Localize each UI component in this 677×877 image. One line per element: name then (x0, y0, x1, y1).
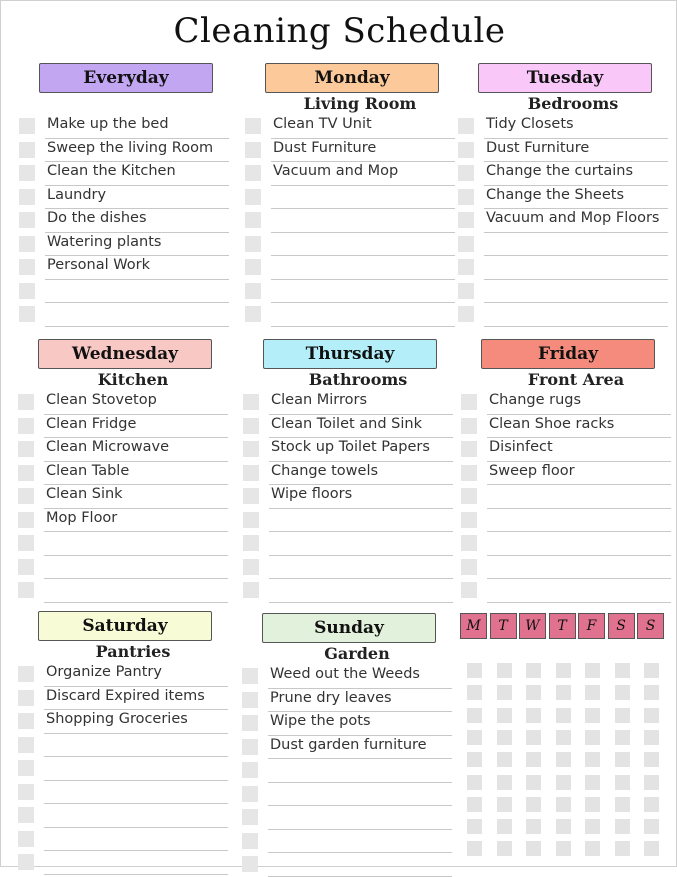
tracker-checkbox[interactable] (585, 730, 600, 745)
tracker-checkbox[interactable] (467, 663, 482, 678)
task-checkbox[interactable] (458, 118, 474, 134)
task-checkbox[interactable] (19, 165, 35, 181)
section-monday (245, 63, 455, 327)
task-row (44, 781, 228, 805)
task-row (271, 233, 455, 257)
tracker-checkbox[interactable] (526, 663, 541, 678)
section-friday (461, 339, 671, 603)
tracker-checkbox[interactable] (615, 663, 630, 678)
task-row (487, 438, 671, 462)
task-row (484, 115, 668, 139)
task-row (44, 556, 228, 580)
task-row (484, 256, 668, 280)
task-row (44, 804, 228, 828)
tracker-checkbox[interactable] (556, 685, 571, 700)
task-row (271, 186, 455, 210)
task-row (44, 579, 228, 603)
tracker-checkbox[interactable] (615, 775, 630, 790)
task-checkbox[interactable] (18, 535, 34, 551)
task-row (271, 280, 455, 304)
tracker-checkbox[interactable] (497, 730, 512, 745)
task-row (487, 579, 671, 603)
task-row (269, 462, 453, 486)
tracker-checkbox[interactable] (497, 685, 512, 700)
task-checkbox[interactable] (18, 441, 34, 457)
task-checkbox[interactable] (461, 512, 477, 528)
tracker-checkbox[interactable] (497, 752, 512, 767)
task-label: Clean Sink (46, 486, 123, 502)
task-label: Mop Floor (46, 509, 118, 526)
week-letter-box: S (637, 613, 664, 639)
task-row (269, 415, 453, 439)
task-checkbox[interactable] (243, 559, 259, 575)
task-checkbox[interactable] (18, 713, 34, 729)
task-row (268, 853, 452, 877)
tracker-checkbox[interactable] (615, 708, 630, 723)
task-row (45, 256, 229, 280)
day-header-tuesday: Tuesday (478, 63, 652, 93)
task-row (484, 280, 668, 304)
tracker-checkbox[interactable] (615, 730, 630, 745)
task-label: Make up the bed (47, 116, 169, 132)
tracker-checkbox[interactable] (526, 685, 541, 700)
task-list-friday (461, 391, 671, 603)
task-checkbox[interactable] (19, 142, 35, 158)
tracker-checkbox[interactable] (585, 685, 600, 700)
task-list-sunday (242, 665, 452, 877)
task-checkbox[interactable] (243, 465, 259, 481)
task-checkbox[interactable] (18, 784, 34, 800)
task-row (44, 485, 228, 509)
task-checkbox[interactable] (245, 142, 261, 158)
tracker-checkbox[interactable] (556, 708, 571, 723)
task-checkbox[interactable] (243, 394, 259, 410)
task-label: Tidy Closets (486, 116, 574, 132)
task-checkbox[interactable] (245, 118, 261, 134)
task-checkbox[interactable] (245, 165, 261, 181)
task-checkbox[interactable] (245, 306, 261, 322)
task-checkbox[interactable] (243, 488, 259, 504)
tracker-checkbox[interactable] (526, 797, 541, 812)
tracker-checkbox[interactable] (644, 685, 659, 700)
tracker-checkbox[interactable] (644, 752, 659, 767)
tracker-checkbox[interactable] (556, 797, 571, 812)
task-checkbox[interactable] (18, 760, 34, 776)
task-row (268, 665, 452, 689)
task-label: Weed out the Weeds (270, 666, 420, 682)
task-row (44, 391, 228, 415)
task-checkbox[interactable] (19, 236, 35, 252)
task-label: Sweep the living Room (47, 139, 214, 156)
tracker-checkbox[interactable] (556, 775, 571, 790)
task-row (268, 712, 452, 736)
tracker-checkbox[interactable] (467, 819, 482, 834)
task-row (45, 115, 229, 139)
week-letter-box: T (549, 613, 576, 639)
task-row (487, 509, 671, 533)
task-row (487, 462, 671, 486)
task-label: Clean Table (46, 462, 130, 479)
task-row (269, 509, 453, 533)
task-label: Clean Shoe racks (489, 415, 615, 432)
tracker-checkbox[interactable] (585, 819, 600, 834)
task-row (271, 303, 455, 327)
task-checkbox[interactable] (461, 559, 477, 575)
tracker-checkbox[interactable] (526, 819, 541, 834)
tracker-checkbox[interactable] (644, 730, 659, 745)
tracker-checkbox[interactable] (585, 797, 600, 812)
week-letter-box: M (460, 613, 487, 639)
task-checkbox[interactable] (19, 118, 35, 134)
task-checkbox[interactable] (458, 236, 474, 252)
task-checkbox[interactable] (245, 283, 261, 299)
task-label: Clean TV Unit (273, 116, 372, 132)
task-checkbox[interactable] (461, 418, 477, 434)
task-row (44, 415, 228, 439)
task-row (271, 209, 455, 233)
task-checkbox[interactable] (458, 189, 474, 205)
task-checkbox[interactable] (245, 236, 261, 252)
task-row (45, 303, 229, 327)
task-row (268, 806, 452, 830)
tracker-checkbox[interactable] (526, 708, 541, 723)
tracker-checkbox[interactable] (585, 775, 600, 790)
task-checkbox[interactable] (18, 582, 34, 598)
area-title-sunday: Garden (324, 644, 390, 663)
task-checkbox[interactable] (458, 212, 474, 228)
task-checkbox[interactable] (18, 559, 34, 575)
task-checkbox[interactable] (19, 212, 35, 228)
task-list-saturday (18, 663, 228, 875)
task-row (45, 162, 229, 186)
task-row (484, 209, 668, 233)
tracker-checkbox[interactable] (615, 685, 630, 700)
task-row (44, 734, 228, 758)
day-header-everyday: Everyday (39, 63, 213, 93)
section-saturday (18, 611, 228, 875)
tracker-checkbox[interactable] (644, 797, 659, 812)
section-wednesday (18, 339, 228, 603)
task-checkbox[interactable] (18, 394, 34, 410)
task-checkbox[interactable] (242, 739, 258, 755)
task-label: Clean Stovetop (46, 392, 157, 408)
day-header-thursday: Thursday (263, 339, 437, 369)
task-row (268, 759, 452, 783)
task-row (44, 438, 228, 462)
task-checkbox[interactable] (18, 666, 34, 682)
task-row (487, 532, 671, 556)
task-row (484, 303, 668, 327)
task-checkbox[interactable] (243, 441, 259, 457)
tracker-checkbox[interactable] (467, 685, 482, 700)
area-title-everyday (39, 93, 229, 115)
task-label: Stock up Toilet Papers (271, 439, 430, 455)
tracker-checkbox[interactable] (497, 841, 512, 856)
tracker-checkbox[interactable] (615, 797, 630, 812)
task-label: Change the curtains (486, 163, 633, 179)
task-row (271, 139, 455, 163)
task-label: Discard Expired items (46, 687, 205, 704)
tracker-checkbox[interactable] (467, 775, 482, 790)
task-row (269, 485, 453, 509)
task-checkbox[interactable] (242, 833, 258, 849)
tracker-checkbox[interactable] (526, 752, 541, 767)
task-label: Shopping Groceries (46, 711, 188, 727)
tracker-checkbox[interactable] (467, 708, 482, 723)
task-row (484, 139, 668, 163)
task-checkbox[interactable] (245, 259, 261, 275)
task-row (487, 391, 671, 415)
task-label: Prune dry leaves (270, 689, 392, 706)
tracker-checkbox[interactable] (644, 663, 659, 678)
task-checkbox[interactable] (461, 441, 477, 457)
task-label: Dust Furniture (486, 139, 590, 156)
task-label: Change the Sheets (486, 186, 625, 203)
task-label: Wipe floors (271, 486, 353, 502)
task-label: Watering plants (47, 233, 162, 250)
task-label: Organize Pantry (46, 664, 162, 680)
task-row (44, 509, 228, 533)
tracker-checkbox[interactable] (497, 819, 512, 834)
tracker-checkbox[interactable] (644, 819, 659, 834)
tracker-checkbox[interactable] (615, 841, 630, 856)
task-checkbox[interactable] (245, 189, 261, 205)
task-label: Do the dishes (47, 210, 147, 226)
tracker-checkbox[interactable] (556, 841, 571, 856)
task-list-monday (245, 115, 455, 327)
task-label: Disinfect (489, 439, 553, 455)
tracker-checkbox[interactable] (467, 797, 482, 812)
task-row (271, 162, 455, 186)
task-checkbox[interactable] (19, 189, 35, 205)
tracker-checkbox[interactable] (497, 663, 512, 678)
section-tuesday (458, 63, 668, 327)
task-row (269, 579, 453, 603)
week-letter-box: T (490, 613, 517, 639)
task-row (484, 162, 668, 186)
task-checkbox[interactable] (243, 535, 259, 551)
section-thursday (243, 339, 453, 603)
task-checkbox[interactable] (461, 535, 477, 551)
tracker-checkbox[interactable] (526, 841, 541, 856)
task-label: Personal Work (47, 257, 150, 273)
tracker-checkbox[interactable] (556, 730, 571, 745)
task-row (45, 186, 229, 210)
task-row (484, 186, 668, 210)
task-checkbox[interactable] (461, 465, 477, 481)
task-label: Vacuum and Mop Floors (486, 210, 660, 226)
week-letter-box: F (578, 613, 605, 639)
page-title: Cleaning Schedule (173, 11, 506, 51)
task-label: Clean Toilet and Sink (271, 415, 423, 432)
task-label: Clean the Kitchen (47, 163, 176, 179)
task-checkbox[interactable] (18, 737, 34, 753)
task-checkbox[interactable] (18, 418, 34, 434)
tracker-checkbox[interactable] (644, 841, 659, 856)
task-label: Dust Furniture (273, 139, 377, 156)
tracker-checkbox[interactable] (615, 819, 630, 834)
task-row (44, 828, 228, 852)
tracker-checkbox[interactable] (556, 663, 571, 678)
task-label: Wipe the pots (270, 713, 371, 729)
week-letter-box: W (519, 613, 546, 639)
task-row (487, 556, 671, 580)
task-list-thursday (243, 391, 453, 603)
task-checkbox[interactable] (242, 715, 258, 731)
task-checkbox[interactable] (18, 831, 34, 847)
section-sunday (242, 613, 452, 877)
task-label: Sweep floor (489, 462, 575, 479)
task-row (487, 415, 671, 439)
tracker-checkbox[interactable] (526, 730, 541, 745)
task-label: Laundry (47, 186, 107, 203)
task-checkbox[interactable] (461, 394, 477, 410)
task-row (268, 830, 452, 854)
task-label: Clean Mirrors (271, 392, 368, 408)
task-checkbox[interactable] (242, 692, 258, 708)
task-checkbox[interactable] (19, 259, 35, 275)
task-label: Change rugs (489, 392, 582, 408)
task-checkbox[interactable] (18, 854, 34, 870)
task-row (45, 280, 229, 304)
tracker-checkbox[interactable] (497, 797, 512, 812)
task-row (44, 757, 228, 781)
task-checkbox[interactable] (243, 512, 259, 528)
task-row (484, 233, 668, 257)
task-label: Dust garden furniture (270, 736, 427, 753)
task-label: Change towels (271, 462, 379, 479)
day-header-sunday: Sunday (262, 613, 436, 643)
week-letter-box: S (608, 613, 635, 639)
task-checkbox[interactable] (19, 283, 35, 299)
area-title-friday: Front Area (527, 370, 625, 389)
task-checkbox[interactable] (458, 259, 474, 275)
task-checkbox[interactable] (461, 488, 477, 504)
task-list-wednesday (18, 391, 228, 603)
task-row (268, 736, 452, 760)
task-label: Clean Microwave (46, 439, 170, 455)
task-row (45, 209, 229, 233)
task-checkbox[interactable] (461, 582, 477, 598)
tracker-checkbox[interactable] (556, 819, 571, 834)
tracker-checkbox[interactable] (585, 663, 600, 678)
task-checkbox[interactable] (242, 762, 258, 778)
task-row (271, 115, 455, 139)
day-header-monday: Monday (265, 63, 439, 93)
task-checkbox[interactable] (458, 142, 474, 158)
task-list-everyday (19, 115, 229, 327)
task-row (269, 391, 453, 415)
tracker-checkbox[interactable] (526, 775, 541, 790)
area-title-tuesday: Bedrooms (527, 94, 619, 113)
task-checkbox[interactable] (243, 418, 259, 434)
section-everyday (19, 63, 229, 327)
tracker-checkbox[interactable] (497, 775, 512, 790)
task-row (269, 556, 453, 580)
task-row (271, 256, 455, 280)
task-row (44, 710, 228, 734)
task-row (487, 485, 671, 509)
task-row (268, 689, 452, 713)
tracker-checkbox[interactable] (467, 752, 482, 767)
tracker-checkbox[interactable] (467, 730, 482, 745)
day-header-saturday: Saturday (38, 611, 212, 641)
task-checkbox[interactable] (243, 582, 259, 598)
task-checkbox[interactable] (458, 306, 474, 322)
tracker-checkbox[interactable] (585, 752, 600, 767)
task-checkbox[interactable] (458, 165, 474, 181)
task-checkbox[interactable] (245, 212, 261, 228)
tracker-checkbox[interactable] (644, 708, 659, 723)
area-title-wednesday: Kitchen (97, 370, 169, 389)
task-list-tuesday (458, 115, 668, 327)
tracker-checkbox[interactable] (467, 841, 482, 856)
task-row (44, 462, 228, 486)
task-row (269, 532, 453, 556)
tracker-checkbox[interactable] (615, 752, 630, 767)
task-label: Vacuum and Mop (273, 163, 399, 179)
task-checkbox[interactable] (18, 690, 34, 706)
task-checkbox[interactable] (242, 668, 258, 684)
task-row (44, 687, 228, 711)
task-row (268, 783, 452, 807)
task-row (44, 851, 228, 875)
task-row (45, 233, 229, 257)
area-title-thursday: Bathrooms (308, 370, 408, 389)
task-row (44, 532, 228, 556)
task-checkbox[interactable] (18, 465, 34, 481)
tracker-checkbox[interactable] (556, 752, 571, 767)
task-row (45, 139, 229, 163)
day-header-friday: Friday (481, 339, 655, 369)
area-title-saturday: Pantries (95, 642, 171, 661)
tracker-checkbox[interactable] (585, 708, 600, 723)
task-checkbox[interactable] (18, 807, 34, 823)
task-label: Clean Fridge (46, 415, 137, 432)
task-checkbox[interactable] (242, 809, 258, 825)
task-row (44, 663, 228, 687)
task-checkbox[interactable] (242, 786, 258, 802)
tracker-checkbox[interactable] (497, 708, 512, 723)
task-checkbox[interactable] (19, 306, 35, 322)
task-checkbox[interactable] (18, 512, 34, 528)
task-checkbox[interactable] (458, 283, 474, 299)
day-header-wednesday: Wednesday (38, 339, 212, 369)
area-title-monday: Living Room (303, 94, 417, 113)
task-checkbox[interactable] (242, 856, 258, 872)
task-checkbox[interactable] (18, 488, 34, 504)
tracker-checkbox[interactable] (585, 841, 600, 856)
task-row (269, 438, 453, 462)
tracker-checkbox[interactable] (644, 775, 659, 790)
